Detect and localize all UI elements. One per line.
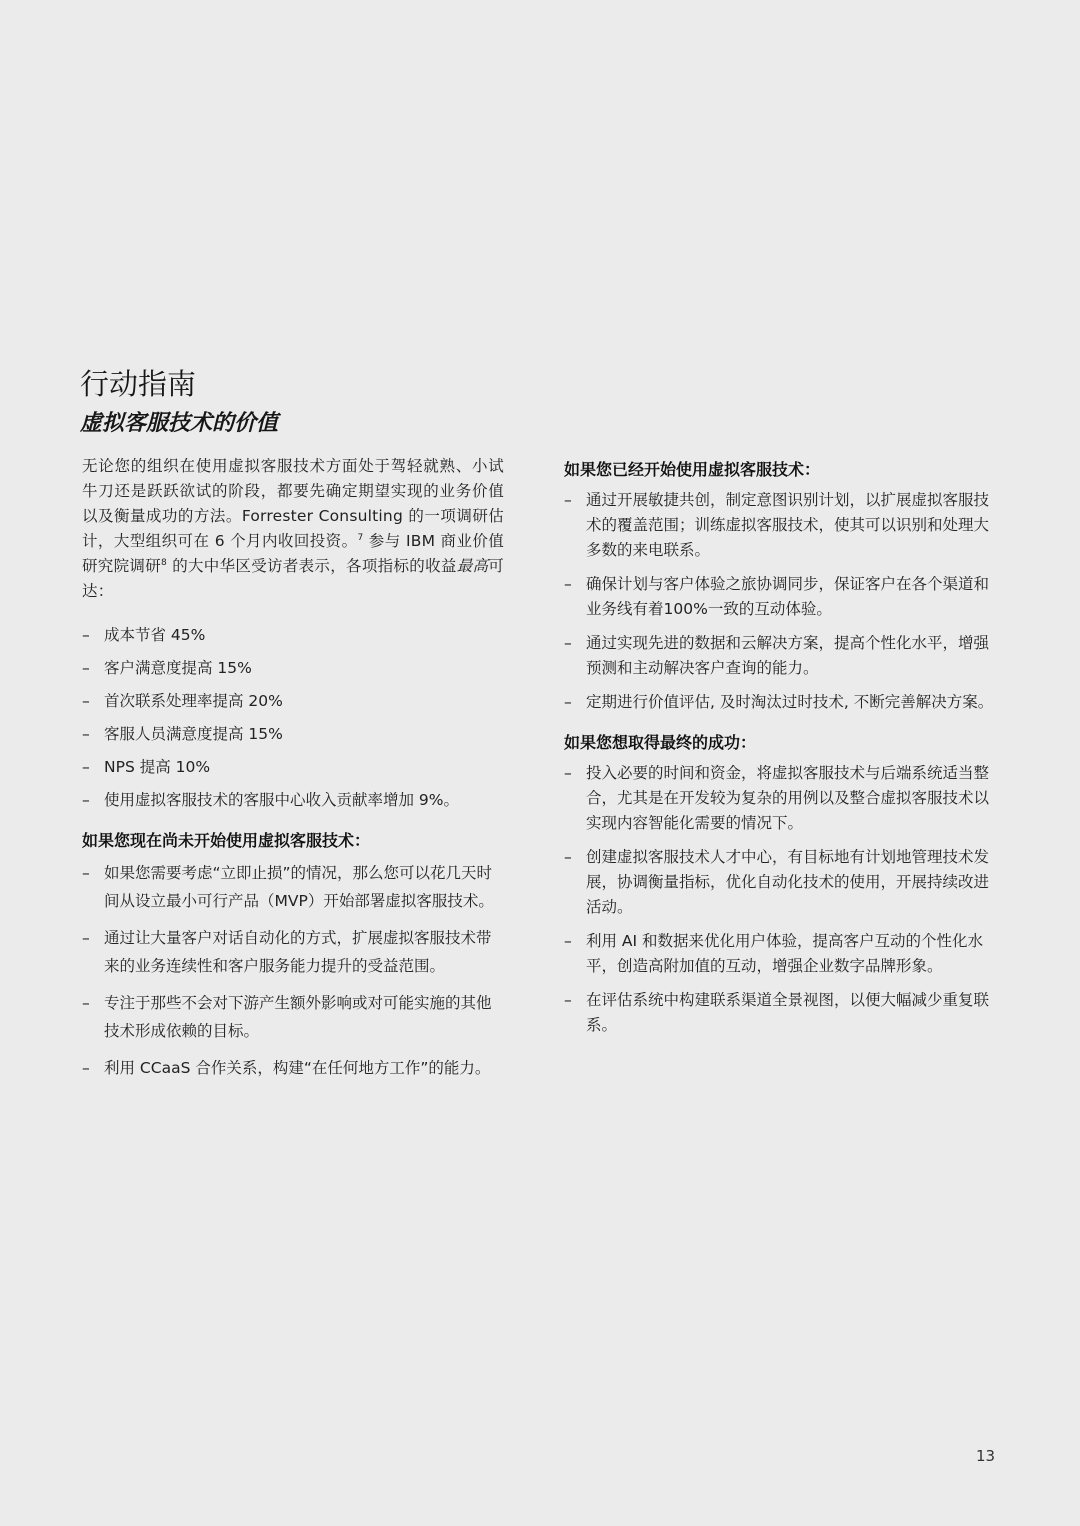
intro-text-2: 参与 IBM 商业价值研究院调研: [82, 532, 504, 575]
action-text: 通过实现先进的数据和云解决方案，提高个性化水平，增强预测和主动解决客户查询的能力。: [586, 634, 990, 677]
metric-text: NPS 提高 10%: [104, 758, 211, 776]
dash-bullet-icon: –: [564, 634, 572, 652]
intro-text-1: 无论您的组织在使用虚拟客服技术方面处于驾轻就熟、小试牛刀还是跃跃欲试的阶段，都要先确定期望实现的业务价值以及衡量成功的方法。Forrester Consulting 的一项调研估计，大型组织可在 6 个月内收回投资。: [82, 457, 504, 550]
dash-bullet-icon: –: [564, 848, 572, 866]
list-item: [82, 859, 504, 915]
dash-bullet-icon: –: [82, 692, 90, 710]
heading-not-started: 如果您现在尚未开始使用虚拟客服技术：: [82, 831, 371, 850]
metric-text: 客户满意度提高 15%: [104, 659, 252, 677]
right-column: [564, 456, 1004, 1047]
action-text: 投入必要的时间和资金，将虚拟客服技术与后端系统适当整合，尤其是在开发较为复杂的用例以及整合虚拟客服技术以实现内容智能化需要的情况下。: [586, 764, 990, 832]
not-started-list: [82, 859, 504, 1082]
dash-bullet-icon: –: [564, 575, 572, 593]
action-text: 确保计划与客户体验之旅协调同步，保证客户在各个渠道和业务线有着100%一致的互动体验。: [586, 575, 990, 618]
dash-bullet-icon: –: [564, 932, 572, 950]
list-item: [564, 761, 1004, 836]
footnote-ref-7[interactable]: 7: [357, 532, 364, 543]
action-text: 通过开展敏捷共创，制定意图识别计划，以扩展虚拟客服技术的覆盖范围；训练虚拟客服技术，使其可以识别和处理大多数的来电联系。: [586, 491, 990, 559]
list-item: [564, 845, 1004, 920]
list-item: [82, 1054, 504, 1082]
action-text: 通过让大量客户对话自动化的方式，扩展虚拟客服技术带来的业务连续性和客户服务能力提升的受益范围。: [104, 929, 492, 975]
page-subtitle: 虚拟客服技术的价值: [80, 411, 279, 436]
intro-paragraph: [82, 454, 504, 604]
metric-text: 首次联系处理率提高 20%: [104, 692, 283, 710]
list-item: [82, 989, 504, 1045]
heading-success: 如果您想取得最终的成功：: [564, 733, 757, 752]
intro-text-3: 的大中华区受访者表示，各项指标的收益: [166, 557, 457, 575]
dash-bullet-icon: –: [564, 693, 572, 711]
list-item: [564, 988, 1004, 1038]
left-column: [82, 454, 504, 1091]
list-item: [82, 788, 504, 813]
list-item: [82, 755, 504, 780]
list-item: [564, 488, 1004, 563]
list-item: [82, 623, 504, 648]
page-title: 行动指南: [80, 367, 197, 401]
dash-bullet-icon: –: [82, 929, 90, 947]
dash-bullet-icon: –: [82, 659, 90, 677]
action-text: 专注于那些不会对下游产生额外影响或对可能实施的其他技术形成依赖的目标。: [104, 994, 492, 1040]
list-item: [82, 924, 504, 980]
list-item: [564, 572, 1004, 622]
list-item: [564, 929, 1004, 979]
metric-text: 使用虚拟客服技术的客服中心收入贡献率增加 9%。: [104, 791, 460, 809]
action-text: 定期进行价值评估, 及时淘汰过时技术, 不断完善解决方案。: [586, 693, 994, 711]
intro-text-4: 可达：: [82, 557, 504, 600]
list-item: [82, 689, 504, 714]
action-text: 创建虚拟客服技术人才中心，有目标地有计划地管理技术发展，协调衡量指标，优化自动化技术的使用，开展持续改进活动。: [586, 848, 990, 916]
dash-bullet-icon: –: [564, 991, 572, 1009]
list-item: [82, 656, 504, 681]
dash-bullet-icon: –: [82, 626, 90, 644]
metric-text: 成本节省 45%: [104, 626, 206, 644]
started-list: [564, 488, 1004, 715]
footnote-ref-8[interactable]: 8: [161, 557, 167, 568]
action-text: 在评估系统中构建联系渠道全景视图，以便大幅减少重复联系。: [586, 991, 990, 1034]
list-item: [564, 690, 1004, 715]
page-number: 13: [976, 1447, 996, 1465]
list-item: [564, 631, 1004, 681]
intro-emphasis: 最高: [456, 557, 489, 575]
dash-bullet-icon: –: [564, 491, 572, 509]
dash-bullet-icon: –: [564, 764, 572, 782]
dash-bullet-icon: –: [82, 994, 90, 1012]
metric-text: 客服人员满意度提高 15%: [104, 725, 283, 743]
metrics-list: [82, 623, 504, 813]
dash-bullet-icon: –: [82, 791, 90, 809]
success-list: [564, 761, 1004, 1038]
action-text: 如果您需要考虑“立即止损”的情况，那么您可以花几天时间从设立最小可行产品（MVP）开始部署虚拟客服技术。: [104, 864, 494, 910]
dash-bullet-icon: –: [82, 1059, 90, 1077]
dash-bullet-icon: –: [82, 864, 90, 882]
heading-started: 如果您已经开始使用虚拟客服技术：: [564, 460, 821, 479]
list-item: [82, 722, 504, 747]
action-text: 利用 CCaaS 合作关系，构建“在任何地方工作”的能力。: [104, 1059, 491, 1077]
dash-bullet-icon: –: [82, 725, 90, 743]
dash-bullet-icon: –: [82, 758, 90, 776]
action-text: 利用 AI 和数据来优化用户体验，提高客户互动的个性化水平，创造高附加值的互动，增强企业数字品牌形象。: [586, 932, 984, 975]
